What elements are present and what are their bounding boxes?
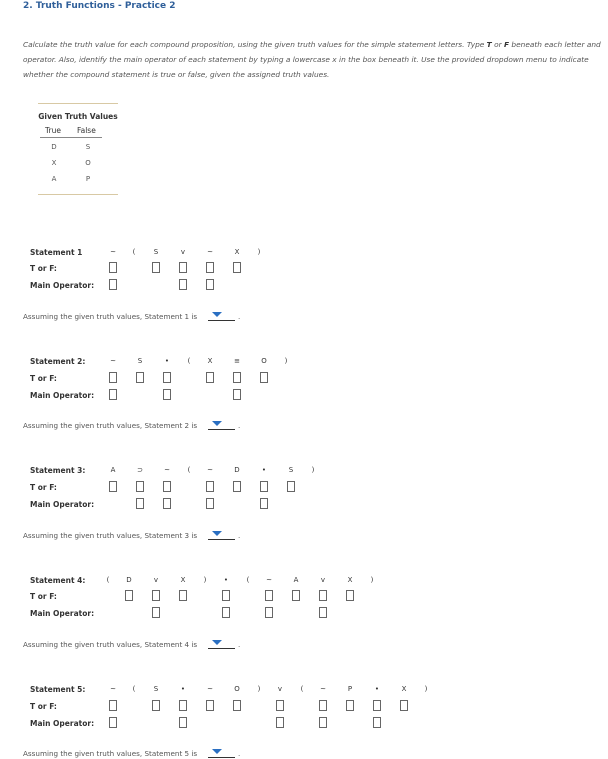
statement-symbol: ( (187, 466, 191, 474)
main-operator-input[interactable] (206, 279, 214, 290)
statement-symbol: ( (300, 685, 304, 693)
tf-input[interactable] (233, 262, 241, 273)
chevron-down-icon (212, 531, 222, 536)
main-operator-input[interactable] (109, 717, 117, 728)
statement-symbol: A (110, 466, 116, 474)
truth-dropdown[interactable] (208, 311, 235, 321)
statement-symbol: ) (203, 576, 207, 584)
main-operator-input[interactable] (179, 717, 187, 728)
tf-input[interactable] (179, 262, 187, 273)
tf-input[interactable] (260, 481, 268, 492)
tf-input[interactable] (233, 372, 241, 383)
tf-input[interactable] (373, 700, 381, 711)
truth-dropdown[interactable] (208, 748, 235, 758)
true-letter: A (51, 175, 57, 183)
tf-input[interactable] (265, 590, 273, 601)
tf-input[interactable] (287, 481, 295, 492)
chevron-down-icon (212, 749, 222, 754)
statement-symbol: X (207, 357, 213, 365)
statement-symbol: ~ (207, 466, 213, 474)
tf-row-label: T or F: (30, 702, 57, 711)
statement-symbol: ~ (320, 685, 326, 693)
tf-input[interactable] (163, 481, 171, 492)
statement-label: Statement 3: (30, 466, 86, 475)
main-operator-input[interactable] (276, 717, 284, 728)
tf-input[interactable] (276, 700, 284, 711)
statement-symbol: S (153, 685, 159, 693)
tf-row-label: T or F: (30, 483, 57, 492)
page-title: 2. Truth Functions - Practice 2 (23, 1, 176, 11)
tf-input[interactable] (233, 481, 241, 492)
statement-symbol: ) (257, 248, 261, 256)
assumption-text: Assuming the given truth values, Statement 5 is (23, 749, 198, 758)
main-operator-row-label: Main Operator: (30, 719, 95, 728)
main-operator-input[interactable] (163, 389, 171, 400)
main-operator-input[interactable] (373, 717, 381, 728)
assumption-text: Assuming the given truth values, Statement 3 is (23, 531, 198, 540)
statement-symbol: v (277, 685, 283, 693)
period: . (238, 640, 241, 649)
statement-symbol: v (153, 576, 159, 584)
main-operator-input[interactable] (163, 498, 171, 509)
statement-label: Statement 2: (30, 357, 86, 366)
main-operator-input[interactable] (179, 279, 187, 290)
main-operator-input[interactable] (109, 279, 117, 290)
statement-symbol: ( (187, 357, 191, 365)
main-operator-row-label: Main Operator: (30, 281, 95, 290)
main-operator-input[interactable] (260, 498, 268, 509)
main-operator-row-label: Main Operator: (30, 391, 95, 400)
statement-symbol: ( (132, 248, 136, 256)
tf-input[interactable] (179, 590, 187, 601)
true-letter: D (51, 143, 57, 151)
tf-input[interactable] (109, 481, 117, 492)
main-operator-input[interactable] (222, 607, 230, 618)
main-operator-input[interactable] (206, 498, 214, 509)
main-operator-input[interactable] (319, 607, 327, 618)
tf-input[interactable] (233, 700, 241, 711)
tf-input[interactable] (206, 372, 214, 383)
statement-symbol: ~ (110, 685, 116, 693)
instructions-or: or (491, 40, 504, 49)
false-header: False (77, 126, 96, 135)
tf-input[interactable] (319, 700, 327, 711)
truth-dropdown[interactable] (208, 639, 235, 649)
tf-input[interactable] (346, 700, 354, 711)
statement-symbol: ~ (110, 357, 116, 365)
main-operator-input[interactable] (136, 498, 144, 509)
main-operator-input[interactable] (233, 389, 241, 400)
statement-symbol: ( (132, 685, 136, 693)
statement-symbol: X (401, 685, 407, 693)
statement-symbol: P (347, 685, 353, 693)
statement-symbol: ) (257, 685, 261, 693)
main-operator-input[interactable] (109, 389, 117, 400)
statement-symbol: S (288, 466, 294, 474)
assumption-text: Assuming the given truth values, Statement 1 is (23, 312, 198, 321)
period: . (238, 312, 241, 321)
true-header: True (45, 126, 61, 135)
instructions-text: Calculate the truth value for each compound proposition, using the given truth values for the simple statement letters. Type (23, 40, 487, 49)
statement-symbol: ( (106, 576, 110, 584)
false-letter: O (85, 159, 91, 167)
tf-input[interactable] (109, 262, 117, 273)
statement-symbol: ) (370, 576, 374, 584)
instructions (23, 37, 603, 82)
statement-symbol: S (153, 248, 159, 256)
statement-symbol: X (347, 576, 353, 584)
statement-label: Statement 4: (30, 576, 86, 585)
tf-input[interactable] (152, 590, 160, 601)
statement-symbol: • (374, 685, 380, 693)
statement-symbol: v (320, 576, 326, 584)
tf-input[interactable] (136, 481, 144, 492)
tf-row-label: T or F: (30, 374, 57, 383)
tf-input[interactable] (346, 590, 354, 601)
tf-input[interactable] (206, 700, 214, 711)
main-operator-input[interactable] (319, 717, 327, 728)
statement-label: Statement 5: (30, 685, 86, 694)
instructions-t: T (486, 40, 492, 49)
statement-symbol: ~ (266, 576, 272, 584)
instructions-f: F (503, 40, 510, 49)
tf-input[interactable] (319, 590, 327, 601)
statement-symbol: ~ (110, 248, 116, 256)
false-letter: P (85, 175, 91, 183)
period: . (238, 749, 241, 758)
statement-symbol: O (234, 685, 240, 693)
statement-label: Statement 1 (30, 248, 83, 257)
tf-input[interactable] (109, 700, 117, 711)
statement-symbol: • (223, 576, 229, 584)
main-operator-row-label: Main Operator: (30, 500, 95, 509)
statement-symbol: D (234, 466, 240, 474)
tf-input[interactable] (260, 372, 268, 383)
true-letter: X (51, 159, 57, 167)
tf-input[interactable] (179, 700, 187, 711)
false-letter: S (85, 143, 91, 151)
tf-input[interactable] (400, 700, 408, 711)
statement-symbol: • (180, 685, 186, 693)
tf-input[interactable] (152, 700, 160, 711)
period: . (238, 421, 241, 430)
tf-input[interactable] (109, 372, 117, 383)
statement-symbol: ~ (207, 248, 213, 256)
statement-symbol: S (137, 357, 143, 365)
statement-symbol: X (234, 248, 240, 256)
tf-input[interactable] (163, 372, 171, 383)
header-divider (40, 137, 102, 138)
statement-symbol: v (180, 248, 186, 256)
statement-symbol: A (293, 576, 299, 584)
given-truth-values-title: Given Truth Values (38, 112, 118, 121)
assumption-text: Assuming the given truth values, Statement 2 is (23, 421, 198, 430)
chevron-down-icon (212, 640, 222, 645)
tf-input[interactable] (136, 372, 144, 383)
statement-symbol: ≡ (234, 357, 240, 365)
statement-symbol: ~ (207, 685, 213, 693)
instructions-text-2: beneath each letter and operator. Also, identify the main operator of each statement by typing a lowercase x in the box beneath it. Use the provided dropdown menu to indicate whether the compound statement is true or false, given the assigned truth values. (23, 40, 601, 79)
main-operator-row-label: Main Operator: (30, 609, 95, 618)
tf-input[interactable] (292, 590, 300, 601)
tf-input[interactable] (206, 262, 214, 273)
statement-symbol: ⊃ (137, 466, 143, 474)
tf-input[interactable] (206, 481, 214, 492)
main-operator-input[interactable] (152, 607, 160, 618)
statement-symbol: X (180, 576, 186, 584)
chevron-down-icon (212, 312, 222, 317)
statement-symbol: ) (311, 466, 315, 474)
tf-row-label: T or F: (30, 592, 57, 601)
tf-input[interactable] (222, 590, 230, 601)
tf-row-label: T or F: (30, 264, 57, 273)
statement-symbol: ( (246, 576, 250, 584)
main-operator-input[interactable] (265, 607, 273, 618)
statement-symbol: ) (284, 357, 288, 365)
statement-symbol: • (164, 357, 170, 365)
truth-dropdown[interactable] (208, 530, 235, 540)
tf-input[interactable] (152, 262, 160, 273)
statement-symbol: ~ (164, 466, 170, 474)
statement-symbol: • (261, 466, 267, 474)
chevron-down-icon (212, 421, 222, 426)
statement-symbol: D (126, 576, 132, 584)
statement-symbol: O (261, 357, 267, 365)
truth-dropdown[interactable] (208, 420, 235, 430)
assumption-text: Assuming the given truth values, Statement 4 is (23, 640, 198, 649)
tf-input[interactable] (125, 590, 133, 601)
period: . (238, 531, 241, 540)
statement-symbol: ) (424, 685, 428, 693)
